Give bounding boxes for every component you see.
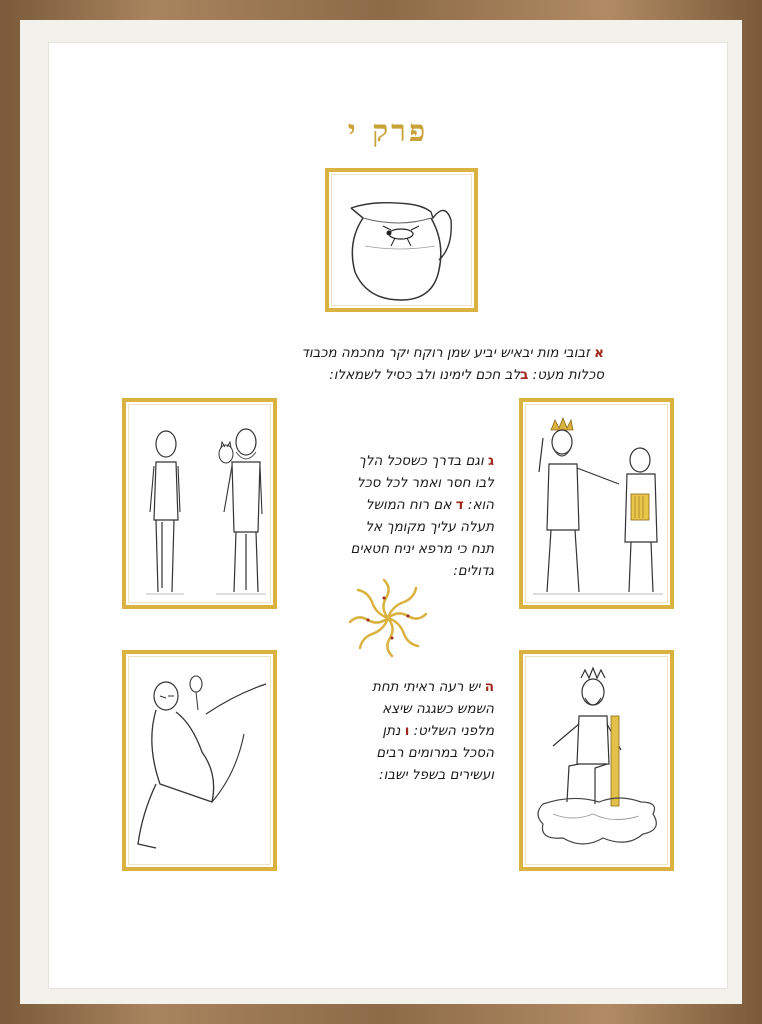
verse-bot-line3-pre: מלפני השליט: [413,723,494,739]
sun-ornament [348,578,428,658]
jug-panel [325,168,478,312]
verse-mid-line6: גדולים: [453,563,494,579]
throne-panel [519,650,674,871]
chapter-title: פרק י [347,114,429,149]
sun-ornament-icon [348,578,428,658]
mat-board [20,20,742,1004]
verse-mid-line2: לבו חסר ואמר לכל סכל [356,475,494,491]
verse-mid-line5: תנח כי מרפא יניח חטאים [350,541,494,557]
king-panel [519,398,674,609]
verse-top-line2-post: לב חכם לימינו ולב כסיל לשמאלו: [329,367,521,383]
verse-marker-b: ב [520,367,529,383]
king-pointing-at-harpist-icon [523,402,670,605]
verse-bot-line3-post: נתן [382,723,401,739]
sleeping-man-with-bird-icon [126,654,273,867]
manuscript-page [48,42,728,989]
verse-mid-line4: תעלה עליך מקומך אל [365,519,494,535]
verse-mid-line1: וגם בדרך כשסכל הלך [358,453,484,469]
man-on-throne-on-cloud-icon [523,654,670,867]
verse-marker-h: ה [484,679,494,695]
two-men-with-owl-icon [126,402,273,605]
verse-top-line1: זבובי מות יבאיש יביע שמן רוקח יקר מחכמה מכבוד [301,345,590,361]
verse-marker-g: ג [487,453,494,469]
sleeping-man-panel [122,650,277,871]
verse-bot-line4: הסכל במרומים רבים [376,745,494,761]
verses-middle [288,450,494,582]
two-men-panel [122,398,277,609]
jug-with-fly-icon [329,172,474,308]
verse-bot-line2: השמש כשגגה שיצא [382,701,494,717]
verse-bot-line5: ועשירים בשפל ישבו: [379,767,494,783]
verse-mid-line3-post: אם רוח המושל [365,497,452,513]
verse-marker-v: ו [404,723,410,739]
verse-mid-line3-pre: הוא: [467,497,494,513]
verses-bottom [314,676,494,786]
verse-top-line2-pre: סכלות מעט: [532,367,604,383]
verse-marker-a: א [594,345,604,361]
verses-top [178,342,604,386]
verse-bot-line1: יש רעה ראיתי תחת [371,679,481,695]
verse-marker-d: ד [455,497,464,513]
